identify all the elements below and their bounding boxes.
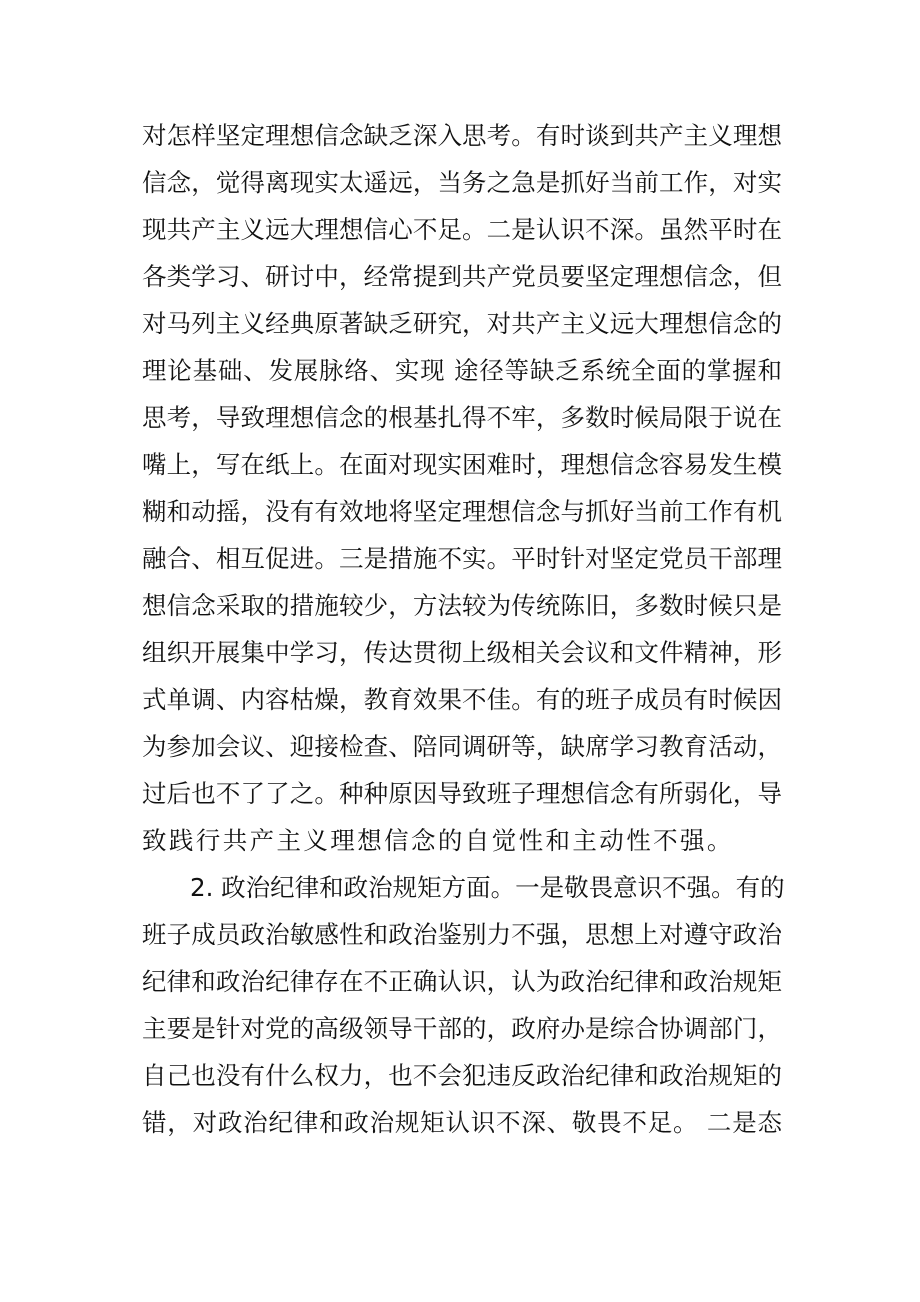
text-line: 组织开展集中学习，传达贯彻上级相关会议和文件精神，形 xyxy=(142,638,782,667)
text-line: 班子成员政治敏感性和政治鉴别力不强，思想上对遵守政治 xyxy=(142,920,782,949)
section-heading-line: 2. 政治纪律和政治规矩方面。一是敬畏意识不强。有的 xyxy=(190,873,785,902)
text-line: 对马列主义经典原著缺乏研究，对共产主义远大理想信念的 xyxy=(142,309,782,338)
paragraph-last-line: 致践行共产主义理想信念的自觉性和主动性不强。 xyxy=(142,826,734,855)
text-line: 错，对政治纪律和政治规矩认识不深、敬畏不足。 二是态 xyxy=(142,1108,782,1137)
text-line: 自己也没有什么权力，也不会犯违反政治纪律和政治规矩的 xyxy=(142,1061,782,1090)
text-line: 思考，导致理想信念的根基扎得不牢，多数时候局限于说在 xyxy=(142,403,782,432)
text-line: 过后也不了了之。种种原因导致班子理想信念有所弱化，导 xyxy=(142,779,782,808)
text-line: 式单调、内容枯燥，教育效果不佳。有的班子成员有时候因 xyxy=(142,685,782,714)
text-line: 糊和动摇，没有有效地将坚定理想信念与抓好当前工作有机 xyxy=(142,497,782,526)
text-line: 主要是针对党的高级领导干部的，政府办是综合协调部门， xyxy=(142,1014,782,1043)
text-line: 理论基础、发展脉络、实现 途径等缺乏系统全面的掌握和 xyxy=(142,356,782,385)
text-line: 为参加会议、迎接检查、陪同调研等，缺席学习教育活动， xyxy=(142,732,782,761)
text-line: 想信念采取的措施较少，方法较为传统陈旧，多数时候只是 xyxy=(142,591,782,620)
text-line: 信念，觉得离现实太遥远，当务之急是抓好当前工作，对实 xyxy=(142,168,782,197)
text-line: 各类学习、研讨中，经常提到共产党员要坚定理想信念，但 xyxy=(142,262,782,291)
text-line: 嘴上，写在纸上。在面对现实困难时，理想信念容易发生模 xyxy=(142,450,782,479)
text-line: 纪律和政治纪律存在不正确认识，认为政治纪律和政治规矩 xyxy=(142,967,782,996)
text-line: 对怎样坚定理想信念缺乏深入思考。有时谈到共产主义理想 xyxy=(142,121,782,150)
text-line: 现共产主义远大理想信心不足。二是认识不深。虽然平时在 xyxy=(142,215,782,244)
text-line: 融合、相互促进。三是措施不实。平时针对坚定党员干部理 xyxy=(142,544,782,573)
